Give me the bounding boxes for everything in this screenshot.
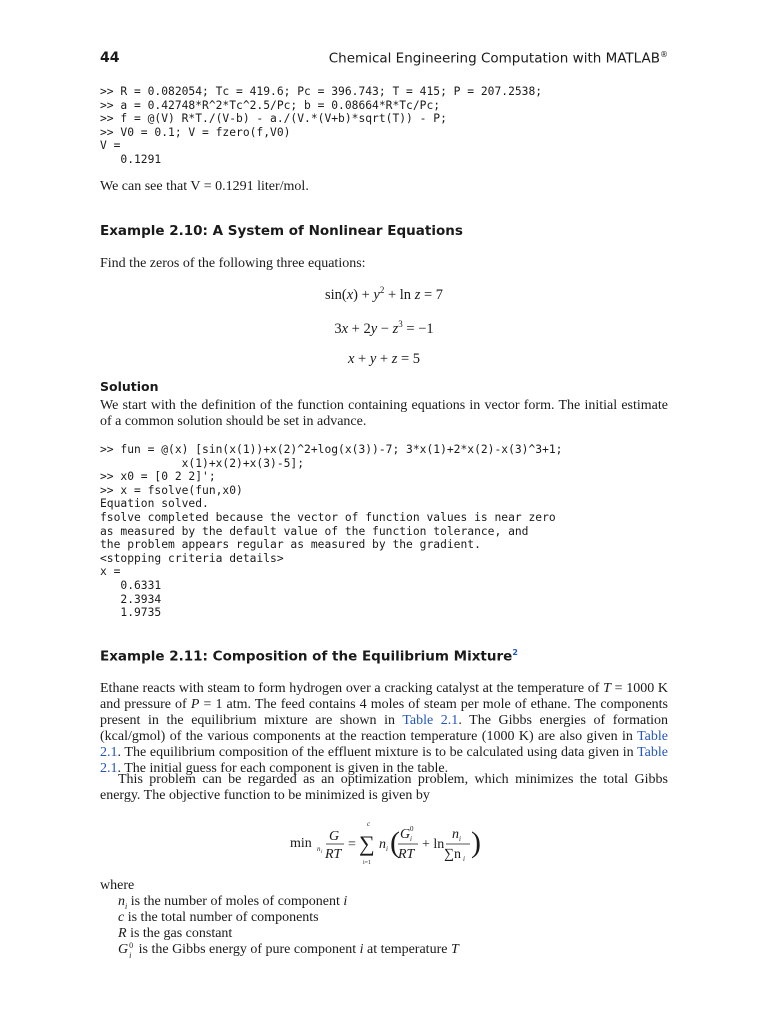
svg-text:): ) [471, 826, 481, 859]
svg-text:c: c [367, 820, 371, 828]
example-2-11-paragraph-2: This problem can be regarded as an optimization problem, which minimizes the total Gibbs energy. The objective function to be minimized is given by [100, 772, 668, 803]
gibbs-objective-formula [286, 816, 486, 866]
svg-text:(: ( [390, 826, 400, 859]
svg-text:0: 0 [410, 825, 414, 833]
running-header [100, 50, 668, 70]
svg-text:G: G [400, 827, 411, 842]
example-2-11-paragraph-1: Ethane reacts with steam to form hydrogen over a cracking catalyst at the temperature of T = 1000 K and pressure of P = 1 atm. The feed contains 4 moles of steam per mole of ethane. The components present in the equilibrium mixture are shown in Table 2.1. The Gibbs energies of formation (kcal/gmol) of the various components at the reaction temperature (1000 K) are also given in Table 2.1. The equilibrium composition of the effluent mixture is to be calculated using data given in Table 2.1. The initial guess for each component is given in the table. [100, 681, 668, 776]
svg-text:G: G [329, 829, 340, 844]
page-number: 44 [100, 50, 120, 66]
where-item: $n_i$ is the number of moles of component i [118, 894, 348, 911]
where-item: G 0 i is the Gibbs energy of pure component i at temperature T [118, 941, 459, 960]
book-title: Chemical Engineering Computation with MATLAB® [328, 50, 668, 67]
solution-label: Solution [100, 379, 159, 394]
where-item: R is the gas constant [118, 926, 233, 941]
table-link[interactable]: Table 2.1 [100, 745, 668, 776]
where-label: where [100, 878, 135, 893]
footnote-ref[interactable]: 2 [512, 648, 518, 657]
table-link[interactable]: Table 2.1 [100, 729, 668, 760]
svg-text:n: n [317, 845, 321, 853]
example-2-11-heading: Example 2.11: Composition of the Equilibrium Mixture$^2$ [100, 648, 518, 665]
code-block-fsolve: >> fun = @(x) [sin(x(1))+x(2)^2+log(x(3))-7; 3*x(1)+2*x(2)-x(3)^3+1; x(1)+x(2)+x(3)-5]; >> x0 = [0 2 2]'; >> x = fsolve(fun,x0) Equation solved. fsolve completed because the vector of function values is near zero as measured by the default value of the function tolerance, and the problem appears regular as measured by the gradient. <stopping criteria details> x = 0.6331 2.3934 1.9735 [100, 443, 563, 620]
svg-text:i: i [410, 835, 412, 843]
result-sentence: We can see that V = 0.1291 liter/mol. [100, 179, 309, 194]
svg-text:=: = [348, 837, 356, 852]
example-2-10-heading: Example 2.10: A System of Nonlinear Equations [100, 223, 463, 239]
svg-text:∑n: ∑n [444, 847, 461, 862]
equation-3: x + y + z = 5 [347, 351, 421, 367]
svg-text:i: i [463, 855, 465, 863]
svg-text:i=1: i=1 [363, 860, 372, 866]
svg-text:+ ln: + ln [422, 837, 445, 852]
equation-1: $\sin(x) + y^2 + \ln z = 7$ [324, 285, 444, 303]
svg-text:n: n [379, 837, 386, 852]
svg-text:RT: RT [325, 847, 342, 862]
svg-text:n: n [452, 827, 459, 842]
where-item: c is the total number of components [118, 910, 319, 925]
solution-text: We start with the definition of the function containing equations in vector form. The initial estimate of a common solution should be set in advance. [100, 398, 668, 429]
svg-text:RT: RT [398, 847, 415, 862]
example-2-10-intro: Find the zeros of the following three equations: [100, 256, 366, 271]
svg-text:min: min [290, 836, 312, 851]
table-link[interactable]: Table 2.1 [402, 713, 459, 728]
code-block-fzero: >> R = 0.082054; Tc = 419.6; Pc = 396.743; T = 415; P = 207.2538; >> a = 0.42748*R^2*Tc^2.5/Pc; b = 0.08664*R*Tc/Pc; >> f = @(V) R*T./(V-b) - a./(V.*(V+b)*sqrt(T)) - P; >> V0 = 0.1; V = fzero(f,V0) V = 0.1291 [100, 85, 543, 166]
svg-text:i: i [386, 845, 388, 853]
svg-text:i: i [459, 835, 461, 843]
svg-text:i: i [321, 850, 323, 855]
svg-text:∑: ∑ [359, 831, 375, 856]
equation-2: $3x + 2y - z^3 = -1$ [334, 319, 434, 337]
